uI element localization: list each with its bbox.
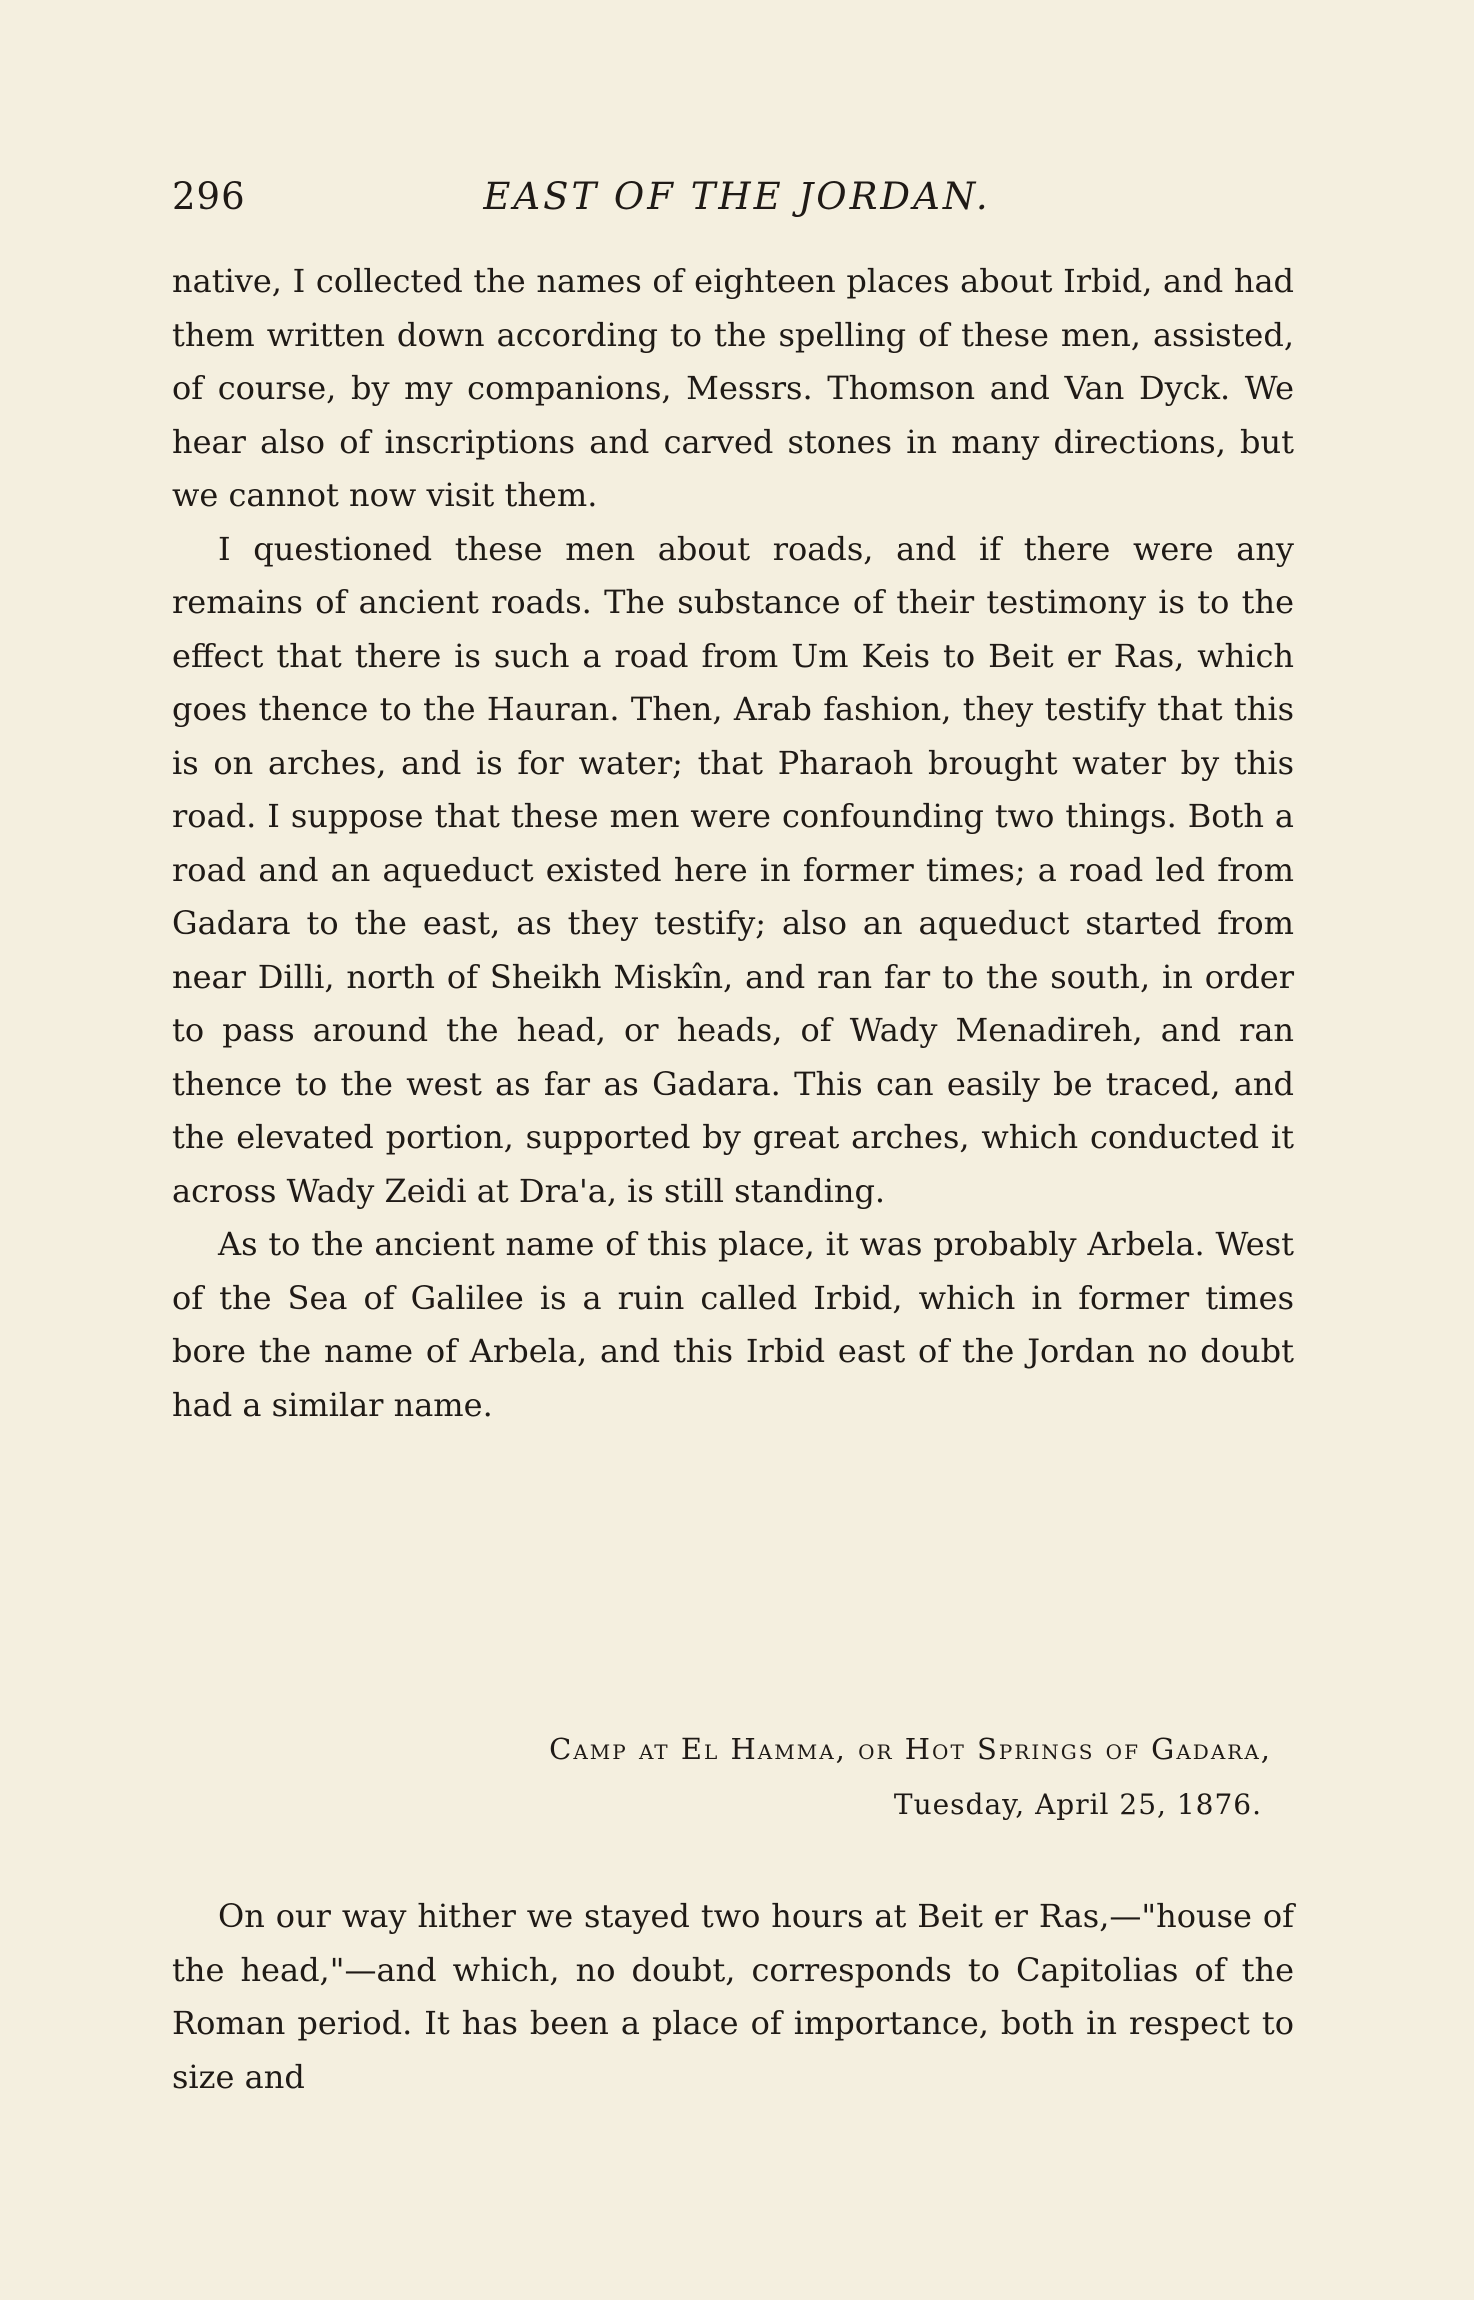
running-head: EAST OF THE JORDAN. <box>483 175 991 218</box>
dateline-place: Camp at El Hamma, or Hot Springs of Gadara, <box>549 1732 1272 1766</box>
dateline-date: Tuesday, April 25, 1876. <box>893 1788 1262 1821</box>
closing-text <box>172 1890 1294 2104</box>
paragraph-ancient-name: As to the ancient name of this place, it was probably Arbela. West of the Sea of Galilee is a ruin called Irbid, which in former times bore the name of Arbela, and this Irbid east of the Jordan no doubt had a similar name. <box>172 1225 1294 1424</box>
dateline <box>172 1722 1272 1832</box>
paragraph-closing: On our way hither we stayed two hours at Beit er Ras,—"house of the head,"—and which, no doubt, corresponds to Capitolias of the Roman period. It has been a place of importance, both in respect to size and <box>172 1897 1294 2096</box>
main-text <box>172 255 1294 1432</box>
page-number: 296 <box>172 175 246 218</box>
paragraph-roads: I questioned these men about roads, and if there were any remains of ancient roads. The substance of their testimony is to the effect that there is such a road from Um Keis to Beit er Ras, which goes thence to the Hauran. Then, Arab fashion, they testify that this is on arches, and is for water; that Pharaoh brought water by this road. I suppose that these men were confounding two things. Both a road and an aqueduct existed here in former times; a road led from Gadara to the east, as they testify; also an aqueduct started from near Dilli, north of Sheikh Miskîn, and ran far to the south, in order to pass around the head, or heads, of Wady Menadireh, and ran thence to the west as far as Gadara. This can easily be traced, and the elevated portion, supported by great arches, which conducted it across Wady Zeidi at Dra'a, is still standing. <box>172 529 1294 1210</box>
page-header <box>172 175 1302 225</box>
paragraph-continuation: native, I collected the names of eighteen places about Irbid, and had them written down according to the spelling of these men, assisted, of course, by my companions, Messrs. Thomson and Van Dyck. We hear also of inscriptions and carved stones in many directions, but we cannot now visit them. <box>172 262 1294 514</box>
